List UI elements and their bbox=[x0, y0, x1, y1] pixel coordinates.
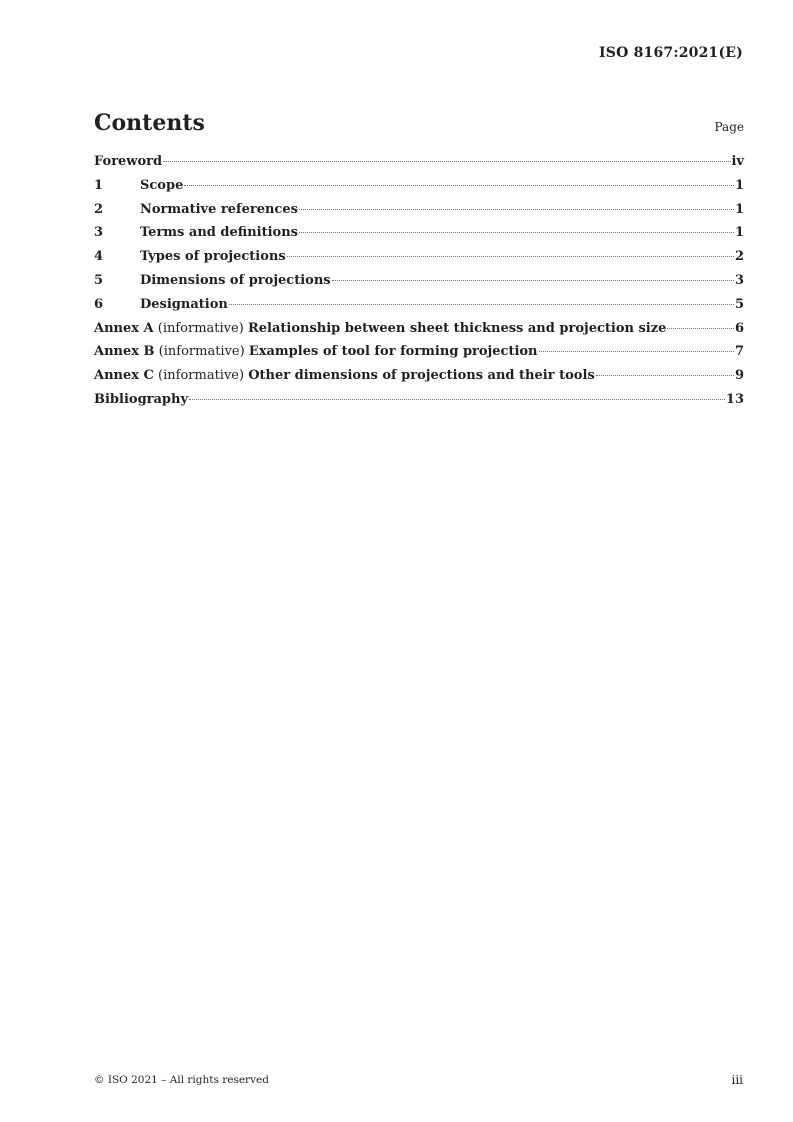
footer-copyright: © ISO 2021 – All rights reserved bbox=[94, 1074, 269, 1086]
dot-leader bbox=[332, 280, 734, 281]
dot-leader bbox=[667, 328, 734, 329]
table-of-contents bbox=[94, 154, 744, 416]
toc-entry-page[interactable]: 3 bbox=[734, 272, 744, 288]
toc-entry-label[interactable]: Bibliography bbox=[94, 391, 189, 407]
toc-entry-label[interactable]: Normative references bbox=[140, 201, 298, 217]
toc-entry-page[interactable]: iv bbox=[731, 154, 744, 169]
dot-leader bbox=[299, 232, 734, 233]
annex-prefix[interactable]: Annex C bbox=[94, 368, 154, 384]
toc-entry-terms-and-definitions[interactable] bbox=[94, 225, 744, 249]
dot-leader bbox=[287, 256, 734, 257]
toc-entry-normative-references[interactable] bbox=[94, 202, 744, 226]
toc-entry-label[interactable]: Designation bbox=[140, 296, 228, 312]
toc-entry-number: 3 bbox=[94, 225, 104, 241]
toc-entry-page[interactable]: 2 bbox=[734, 249, 744, 265]
toc-entry-annex-a[interactable] bbox=[94, 321, 744, 345]
contents-header bbox=[94, 110, 744, 140]
dot-leader bbox=[163, 161, 730, 162]
document-id: ISO 8167:2021(E) bbox=[599, 45, 743, 61]
toc-entry-page[interactable]: 1 bbox=[734, 201, 744, 217]
toc-entry-number: 6 bbox=[94, 296, 104, 312]
toc-entry-page[interactable]: 13 bbox=[725, 391, 744, 407]
annex-prefix[interactable]: Annex B bbox=[94, 344, 155, 360]
dot-leader bbox=[229, 304, 734, 305]
toc-entry-number: 2 bbox=[94, 201, 104, 217]
toc-entry-foreword[interactable] bbox=[94, 154, 744, 178]
toc-entry-label[interactable]: Foreword bbox=[94, 154, 163, 169]
toc-entry-page[interactable]: 6 bbox=[734, 320, 744, 336]
toc-entry-label[interactable]: Scope bbox=[140, 177, 184, 193]
toc-entry-label[interactable]: Types of projections bbox=[140, 249, 286, 265]
dot-leader bbox=[189, 399, 725, 400]
toc-entry-label[interactable]: Relationship between sheet thickness and projection size bbox=[247, 320, 667, 336]
footer-page-number: iii bbox=[731, 1073, 743, 1087]
toc-entry-label[interactable]: Dimensions of projections bbox=[140, 272, 331, 288]
toc-entry-label[interactable]: Other dimensions of projections and their tools bbox=[248, 368, 595, 384]
dot-leader bbox=[299, 209, 734, 210]
toc-entry-page[interactable]: 1 bbox=[734, 177, 744, 193]
toc-entry-label[interactable]: Examples of tool for forming projection bbox=[248, 344, 538, 360]
toc-entry-page[interactable]: 1 bbox=[734, 225, 744, 241]
toc-entry-dimensions-of-projections[interactable] bbox=[94, 273, 744, 297]
toc-entry-annex-b[interactable] bbox=[94, 344, 744, 368]
toc-entry-annex-c[interactable] bbox=[94, 368, 744, 392]
toc-entry-page[interactable]: 9 bbox=[734, 368, 744, 384]
dot-leader bbox=[596, 375, 734, 376]
toc-entry-bibliography[interactable] bbox=[94, 392, 744, 416]
toc-entry-types-of-projections[interactable] bbox=[94, 249, 744, 273]
toc-entry-label[interactable]: Terms and definitions bbox=[140, 225, 298, 241]
toc-entry-designation[interactable] bbox=[94, 297, 744, 321]
toc-entry-page[interactable]: 7 bbox=[734, 344, 744, 360]
toc-entry-number: 4 bbox=[94, 249, 104, 265]
toc-entry-page[interactable]: 5 bbox=[734, 296, 744, 312]
annex-type: (informative) bbox=[157, 320, 244, 336]
toc-entry-number: 5 bbox=[94, 272, 104, 288]
page-column-label: Page bbox=[714, 120, 744, 134]
annex-prefix[interactable]: Annex A bbox=[94, 320, 154, 336]
contents-title: Contents bbox=[94, 110, 205, 136]
dot-leader bbox=[184, 185, 734, 186]
dot-leader bbox=[539, 351, 734, 352]
annex-type: (informative) bbox=[158, 344, 245, 360]
toc-entry-number: 1 bbox=[94, 177, 104, 193]
annex-type: (informative) bbox=[158, 368, 245, 384]
toc-entry-scope[interactable] bbox=[94, 178, 744, 202]
